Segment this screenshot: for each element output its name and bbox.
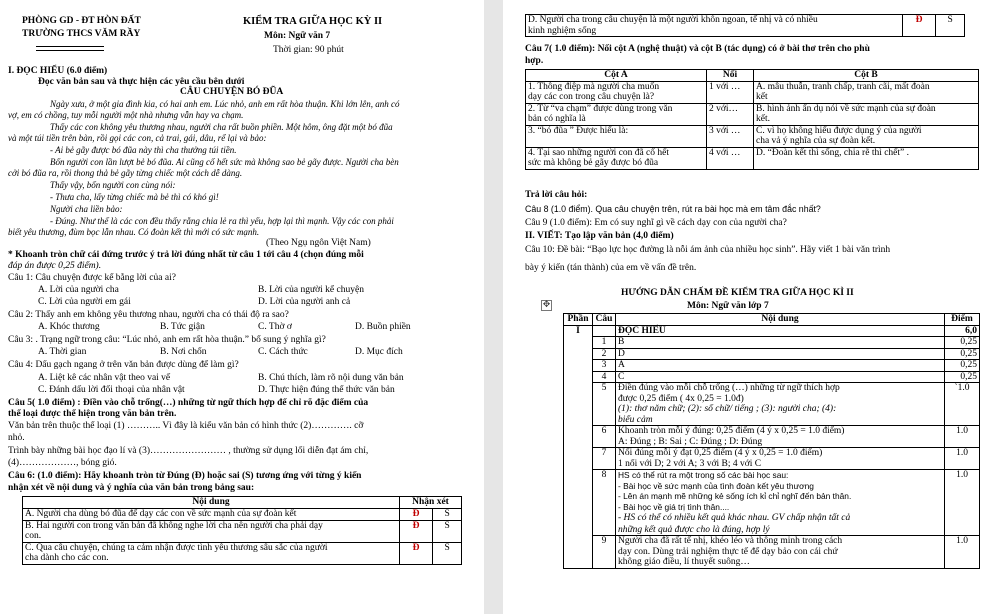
- question-7: hợp.: [525, 56, 544, 66]
- table-row: [526, 15, 965, 37]
- q7-noi[interactable]: 2 với…: [707, 103, 754, 125]
- q7-a: 1. Thông điệp mà người cha muốn: [528, 81, 660, 92]
- answer-option: A. Thời gian: [38, 347, 87, 357]
- table-row: [23, 508, 462, 520]
- table-row: [23, 542, 462, 564]
- guide-score: `1.0: [945, 383, 980, 426]
- q7-a: 2. Từ “va chạm” được dùng trong văn: [528, 103, 673, 114]
- story-line: - Thưa cha, lấy từng chiếc mà bẻ thì có khó gì!: [50, 192, 219, 202]
- guide-answer: B: [616, 337, 945, 349]
- question-5-blank: (4)………………, bóng gió.: [8, 458, 117, 468]
- q6-content: A. Người cha dùng bó đũa để dạy các con về sức mạnh của sự đoàn kết: [25, 508, 297, 519]
- true-option[interactable]: Đ: [903, 15, 936, 37]
- q6-content: D. Người cha trong câu chuyện là một người khôn ngoan, tế nhị và có nhiều: [528, 15, 818, 25]
- guide-answer: dạy con. Dùng trải nghiệm thực tế để dạy bảo con cái chứ: [618, 546, 838, 557]
- guide-score: 0,25: [945, 371, 980, 383]
- answer-option: D. Buồn phiền: [355, 322, 411, 332]
- story-line: Thấy vậy, bốn người con cùng nói:: [50, 180, 176, 190]
- q6-content: C. Qua câu chuyện, chúng ta cảm nhận được tình yêu thương sâu sắc của người: [25, 542, 328, 553]
- q6-header-comment: Nhận xét: [400, 497, 462, 509]
- story-line: và một túi tiền trên bàn, rồi gọi các con, cả trai, gái, dâu, rể lại và bảo:: [8, 133, 267, 143]
- q6-content: cha dành cho các con.: [25, 553, 109, 563]
- story-line: Người cha liền bảo:: [50, 204, 123, 214]
- guide-q: 8: [593, 470, 616, 536]
- guide-answer: Khoanh tròn mỗi ý đúng: 0,25 điểm (4 ý x 0,25 = 1.0 điểm): [618, 426, 845, 436]
- divider: [36, 46, 104, 51]
- q7-b: kết.: [756, 114, 770, 124]
- guide-header-score: Điểm: [945, 314, 980, 326]
- question-3: Câu 3: . Trạng ngữ trong câu: “Lúc nhỏ, anh em rất hòa thuận.” bổ sung ý nghĩa gì?: [8, 335, 326, 345]
- exam-time: Thời gian: 90 phút: [273, 45, 344, 55]
- answer-option: B. Lời của người kể chuyện: [258, 285, 364, 295]
- guide-score: 1.0: [945, 536, 980, 569]
- q7-header-a: Cột A: [526, 70, 707, 82]
- table-row: [564, 337, 980, 349]
- guide-subject: Môn: Ngữ văn lớp 7: [687, 301, 769, 311]
- table-row: [564, 325, 980, 337]
- q7-noi[interactable]: 1 với …: [707, 81, 754, 103]
- table-row: [526, 81, 979, 103]
- grading-guide-table: [563, 313, 980, 569]
- guide-score: 0,25: [945, 348, 980, 360]
- guide-answer: A: [616, 360, 945, 372]
- guide-answer: Nối đúng mỗi ý đạt 0,25 điểm (4 ý x 0,25 = 1.0 điểm): [618, 448, 823, 458]
- reading-section-title: I. ĐỌC HIỂU (6.0 điểm): [8, 66, 108, 76]
- answer-option: D. Thực hiện đúng thể thức văn bản: [258, 385, 395, 395]
- table-row: [564, 383, 980, 426]
- dept-name: PHÒNG GD - ĐT HÒN ĐẤT: [22, 16, 141, 26]
- q7-noi[interactable]: 3 với …: [707, 125, 754, 147]
- question-4: Câu 4: Dấu gạch ngang ở trên văn bản được dùng để làm gì?: [8, 360, 239, 370]
- question-5-blank: Trình bày những bài học đạo lí và (3)…………………… , thường sử dụng lối diễn đạt ám chỉ,: [8, 446, 369, 456]
- q7-a: dạy các con trong câu chuyện là?: [528, 92, 655, 102]
- answer-option: C. Lời của người em gái: [38, 297, 131, 307]
- question-1: Câu 1: Câu chuyện được kể bằng lời của ai?: [8, 273, 176, 283]
- move-handle-icon[interactable]: ✥: [542, 300, 551, 310]
- q6-table: [22, 496, 462, 565]
- exam-title: KIỂM TRA GIỮA HỌC KỲ II: [243, 16, 383, 27]
- guide-score: 1.0: [945, 426, 980, 448]
- guide-answer: Người cha đã rất tế nhị, khéo léo và thông minh trong cách: [618, 536, 843, 546]
- reading-instruction: Đọc văn bản sau và thực hiện các yêu cầu bên dưới: [38, 77, 245, 87]
- guide-part: I: [564, 325, 593, 568]
- answer-option: C. Thờ ơ: [258, 322, 292, 332]
- guide-q: 5: [593, 383, 616, 426]
- question-10: Câu 10: Đề bài: “Bạo lực học đường là nỗi ám ảnh của nhiều học sinh”. Hãy viết 1 bài văn trình: [525, 245, 891, 255]
- guide-q: 3: [593, 360, 616, 372]
- false-option[interactable]: S: [433, 520, 462, 542]
- exam-subject: Môn: Ngữ văn 7: [264, 31, 331, 41]
- guide-answer: không giáo điều, lí thuyết suông…: [618, 557, 750, 567]
- guide-q: 6: [593, 426, 616, 448]
- guide-answer: - Lên án mạnh mẽ những kẻ sống ích kỉ chỉ nghĩ đến bản thân.: [618, 491, 852, 501]
- table-row: [526, 125, 979, 147]
- story-line: Thấy các con không yêu thương nhau, người cha rất buồn phiền. Một hôm, ông đặt một bó đũa: [50, 122, 393, 132]
- guide-answer: HS có thể rút ra một trong số các bài học sau:: [618, 470, 789, 480]
- q7-a: 3. “bó đũa ” Được hiểu là:: [528, 125, 629, 136]
- question-8: Câu 8 (1.0 điểm). Qua câu chuyện trên, rút ra bài học mà em tâm đắc nhất?: [525, 204, 821, 214]
- guide-score: 0,25: [945, 360, 980, 372]
- story-source: (Theo Ngụ ngôn Việt Nam): [266, 238, 371, 248]
- guide-answer: Điền đúng vào mỗi chỗ trống (…) những từ ngữ thích hợp: [618, 383, 840, 393]
- table-row: [564, 426, 980, 448]
- table-row: [564, 536, 980, 569]
- q7-b: B. hình ảnh ẩn dụ nói về sức mạnh của sự đoàn: [756, 103, 936, 114]
- guide-score: 6,0: [945, 325, 980, 337]
- exam-page-left: [0, 0, 484, 614]
- table-row: [526, 103, 979, 125]
- guide-score: 1.0: [945, 470, 980, 536]
- question-5: thể loại được thể hiện trong văn bản trên.: [8, 409, 177, 419]
- answer-option: B. Nơi chốn: [160, 347, 207, 357]
- true-option[interactable]: Đ: [400, 520, 433, 542]
- answer-option: C. Đánh dấu lời đối thoại của nhân vật: [38, 385, 185, 395]
- table-row: [564, 470, 980, 536]
- guide-title: HƯỚNG DẪN CHẤM ĐỀ KIỂM TRA GIỮA HỌC KÌ II: [621, 288, 854, 298]
- answer-option: A. Khóc thương: [38, 322, 100, 332]
- guide-part-title: ĐỌC HIỂU: [616, 325, 945, 337]
- writing-section-title: II. VIẾT: Tạo lập văn bản (4,0 điểm): [525, 231, 674, 241]
- guide-answer: - Bài học về giá trị tình thân....: [618, 501, 730, 512]
- guide-answer: 1 nối với D; 2 với A; 3 với B; 4 với C: [618, 458, 762, 469]
- q7-match-table: [525, 69, 979, 170]
- true-option[interactable]: Đ: [400, 542, 433, 564]
- table-row: [564, 448, 980, 470]
- story-line: Bốn người con lần lượt bẻ bó đũa. Ai cũng cố hết sức mà không sao bẻ gãy được. Người cha bèn: [50, 157, 399, 167]
- q7-header-b: Cột B: [754, 70, 979, 82]
- false-option[interactable]: S: [433, 542, 462, 564]
- answer-option: D. Mục đích: [355, 347, 403, 357]
- answer-option: C. Cách thức: [258, 347, 308, 357]
- q6-content: con.: [25, 531, 42, 541]
- table-row: [564, 360, 980, 372]
- story-line: - Ai bẻ gãy được bó đũa này thì cha thưởng túi tiền.: [50, 145, 237, 155]
- q7-b: kết: [756, 92, 768, 102]
- answer-option: B. Chú thích, làm rõ nội dung văn bản: [258, 373, 404, 383]
- guide-answer: C: [616, 371, 945, 383]
- answer-option: A. Liệt kê các nhân vật theo vai vế: [38, 373, 171, 383]
- q6-content: kinh nghiệm sống: [528, 25, 597, 36]
- q7-noi[interactable]: 4 với …: [707, 147, 754, 169]
- story-line: biết yêu thương, đùm bọc lẫn nhau. Có đoàn kết thì mới có sức mạnh.: [8, 227, 260, 237]
- false-option[interactable]: S: [936, 15, 965, 37]
- guide-answer: A: Đúng ; B: Sai ; C: Đúng ; D: Đúng: [618, 436, 763, 447]
- guide-answer: (1): thơ năm chữ; (2): số chữ/ tiếng ; (3): người cha; (4):: [618, 404, 837, 414]
- guide-header-q: Câu: [593, 314, 616, 326]
- guide-q: 7: [593, 448, 616, 470]
- q7-b: D. “Đoàn kết thì sống, chia rẽ thì chết” .: [756, 147, 910, 158]
- story-line: Ngày xưa, ở một gia đình kia, có hai anh em. Lúc nhỏ, anh em rất hòa thuận. Khi lớn lên, anh có: [50, 99, 400, 109]
- story-line: vợ, em có chồng, tuy mỗi người một nhà nhưng vẫn hay va chạm.: [8, 110, 244, 120]
- question-2: Câu 2: Thấy anh em không yêu thương nhau, người cha có thái độ ra sao?: [8, 310, 289, 320]
- false-option[interactable]: S: [433, 508, 462, 520]
- q7-a: 4. Tại sao những người con đã cố hết: [528, 147, 669, 158]
- guide-answer: biểu cảm: [618, 414, 653, 425]
- guide-answer: được 0,25 điểm ( 4x 0,25 = 1.0đ): [618, 393, 744, 404]
- q7-header-noi: Nối: [707, 70, 754, 82]
- answer-option: D. Lời của người anh cả: [258, 297, 351, 307]
- page-gap: [484, 0, 503, 614]
- q7-a: sức mà không bẻ gãy được bó đũa: [528, 158, 659, 168]
- question-6: Câu 6: (1.0 điểm): Hãy khoanh tròn từ Đúng (Đ) hoặc sai (S) tương ứng với từng ý kiến: [8, 471, 362, 481]
- mc-instruction: * Khoanh tròn chữ cái đứng trước ý trả lời đúng nhất từ câu 1 tới câu 4 (chọn đúng mỗi: [8, 250, 364, 260]
- question-9: Câu 9 (1.0 điểm): Em có suy nghĩ gì về cách dạy con của người cha?: [525, 218, 787, 228]
- guide-header-content: Nội dung: [616, 314, 945, 326]
- guide-answer: D: [616, 348, 945, 360]
- answer-option: A. Lời của người cha: [38, 285, 119, 295]
- guide-q: 1: [593, 337, 616, 349]
- table-row: [23, 520, 462, 542]
- table-row: [564, 371, 980, 383]
- guide-q: 9: [593, 536, 616, 569]
- question-6: nhận xét về nội dung và ý nghĩa của văn bản trong bảng sau:: [8, 483, 255, 493]
- q7-b: cha vả ý nghĩa của sự đoàn kết.: [756, 136, 876, 146]
- true-option[interactable]: Đ: [400, 508, 433, 520]
- q7-a: bản có nghĩa là: [528, 114, 586, 124]
- story-title: CÂU CHUYỆN BÓ ĐŨA: [180, 87, 284, 97]
- q7-b: A. mâu thuẫn, tranh chấp, tranh cãi, mất đoàn: [756, 81, 930, 92]
- q6-content: B. Hai người con trong văn bản đã không nghe lời cha nên người cha phải dạy: [25, 520, 323, 531]
- school-name: TRƯỜNG THCS VĂM RẦY: [22, 29, 141, 39]
- question-7: Câu 7( 1.0 điểm): Nối cột A (nghệ thuật) và cột B (tác dụng) có ở bài thơ trên cho phù: [525, 44, 870, 54]
- guide-q: 4: [593, 371, 616, 383]
- guide-header-part: Phần: [564, 314, 593, 326]
- story-line: - Đúng. Như thế là các con đều thấy rằng chia lẻ ra thì yếu, hợp lại thì mạnh. Vậy các con phải: [50, 216, 394, 226]
- answer-option: B. Tức giận: [160, 322, 205, 332]
- mc-instruction: đáp án được 0,25 điểm).: [8, 261, 102, 271]
- guide-q: 2: [593, 348, 616, 360]
- guide-score: 1.0: [945, 448, 980, 470]
- short-answer-title: Trả lời câu hỏi:: [525, 190, 588, 200]
- question-5-blank: nhỏ.: [8, 433, 25, 443]
- story-line: cởi bó đũa ra, rồi thong thả bẻ gãy từng chiếc một cách dễ dàng.: [8, 168, 243, 178]
- guide-score: 0,25: [945, 337, 980, 349]
- question-5-blank: Văn bản trên thuộc thể loại (1) ……….. Vì đây là kiểu văn bản có hình thức (2)…………. cỡ: [8, 421, 364, 431]
- guide-answer: những kết quả được cho là đúng, hợp lý: [618, 524, 770, 535]
- question-5: Câu 5( 1.0 điểm) : Điền vào chỗ trống(…) những từ ngữ thích hợp để chỉ rõ đặc điểm của: [8, 398, 369, 408]
- exam-page-right: [503, 0, 984, 614]
- q7-b: C. vì họ không hiểu được dụng ý của người: [756, 125, 922, 136]
- question-10: bày ý kiến (tán thành) của em về vấn đề trên.: [525, 263, 697, 273]
- table-row: [526, 147, 979, 169]
- guide-answer: - HS có thể có nhiều kết quả khác nhau. GV chấp nhận tất cả: [618, 513, 851, 523]
- q6-table-continued: [525, 14, 965, 37]
- table-row: [564, 348, 980, 360]
- guide-answer: - Bài học về sức mạnh của tình đoàn kết yêu thương: [618, 480, 814, 491]
- q6-header-content: Nội dung: [23, 497, 400, 509]
